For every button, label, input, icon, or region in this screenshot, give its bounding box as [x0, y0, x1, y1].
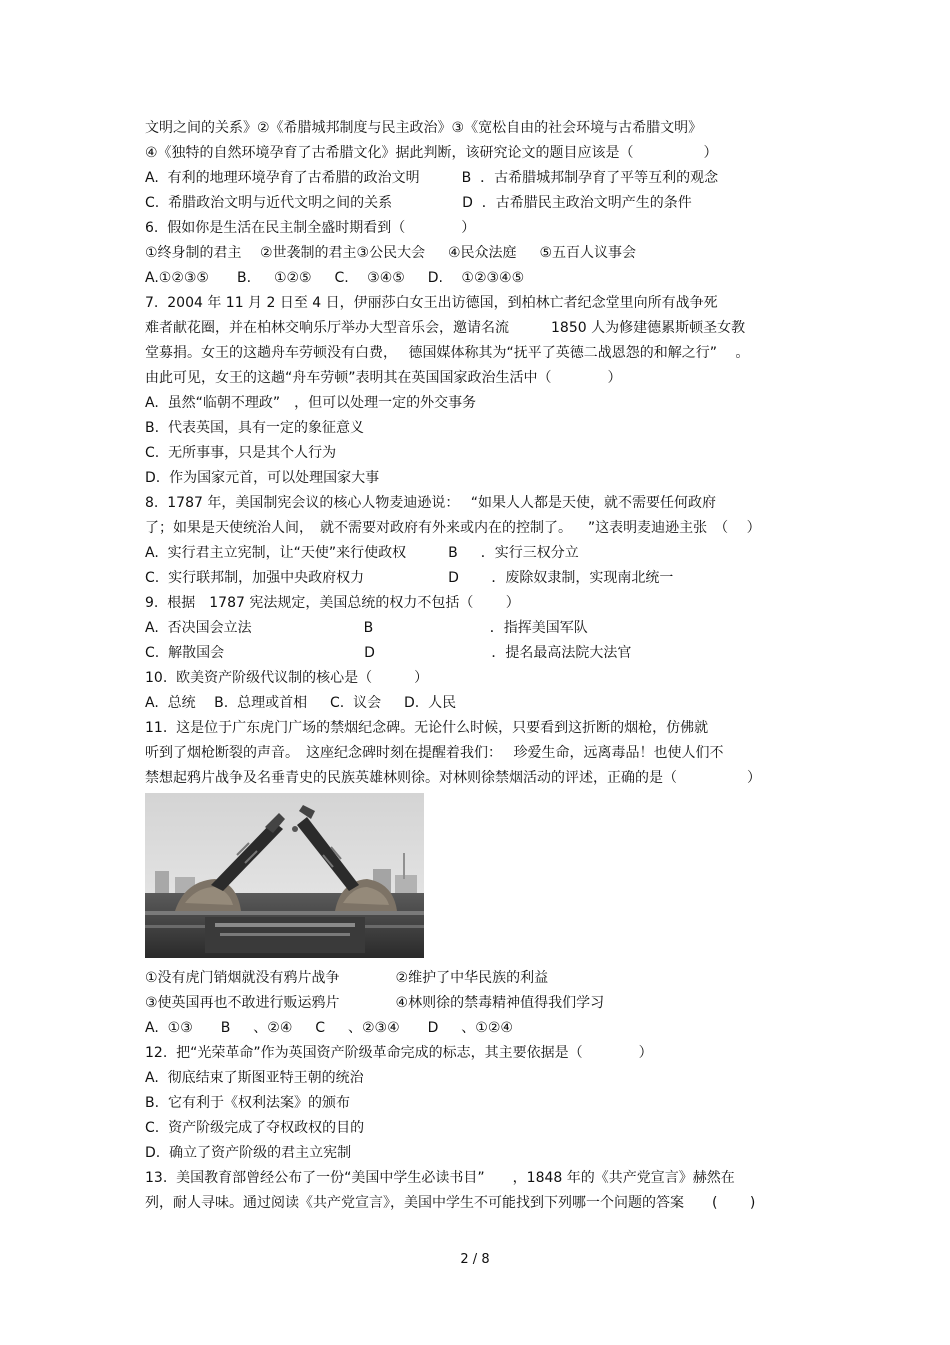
- text-line: 堂募捐。女王的这趟舟车劳顿没有白费， 德国媒体称其为“抚平了英德二战恩怨的和解之行” 。: [145, 345, 750, 361]
- text-line: D. 确立了资产阶级的君主立宪制: [145, 1145, 352, 1161]
- text-line: 13. 美国教育部曾经公布了一份“美国中学生必读书目” ，1848 年的《共产党宣言》赫然在: [145, 1170, 735, 1186]
- text-line: 文明之间的关系》②《希腊城邦制度与民主政治》③《宽松自由的社会环境与古希腊文明》: [145, 120, 703, 136]
- text-line: D. 作为国家元首，可以处理国家大事: [145, 470, 380, 486]
- text-line: 11. 这是位于广东虎门广场的禁烟纪念碑。无论什么时候，只要看到这折断的烟枪，仿佛就: [145, 720, 709, 736]
- text-line: C. 资产阶级完成了夺权政权的目的: [145, 1120, 365, 1136]
- text-line: C. 解散国会 D ．提名最高法院大法官: [145, 645, 632, 661]
- text-line: 6. 假如你是生活在民主制全盛时期看到（ ）: [145, 220, 476, 236]
- text-line: A. 彻底结束了斯图亚特王朝的统治: [145, 1070, 364, 1086]
- text-line: 9. 根据 1787 宪法规定，美国总统的权力不包括（ ）: [145, 595, 520, 611]
- text-line: B. 它有利于《权利法案》的颁布: [145, 1095, 350, 1111]
- text-line: 7. 2004 年 11 月 2 日至 4 日，伊丽莎白女王出访德国，到柏林亡者纪念堂里向所有战争死: [145, 295, 718, 311]
- text-line: 听到了烟枪断裂的声音。 这座纪念碑时刻在提醒着我们： 珍爱生命，远离毒品！也使人们不: [145, 745, 724, 761]
- text-line: C. 实行联邦制，加强中央政府权力 D ．废除奴隶制，实现南北统一: [145, 570, 674, 586]
- text-line: ④《独特的自然环境孕育了古希腊文化》据此判断，该研究论文的题目应该是（ ）: [145, 145, 718, 161]
- text-line: ①没有虎门销烟就没有鸦片战争 ②维护了中华民族的利益: [145, 970, 549, 986]
- text-line: A. 实行君主立宪制，让“天使”来行使政权 B ．实行三权分立: [145, 545, 579, 561]
- text-line: ③使英国再也不敢进行贩运鸦片 ④林则徐的禁毒精神值得我们学习: [145, 995, 605, 1011]
- text-line: 12. 把“光荣革命”作为英国资产阶级革命完成的标志，其主要依据是（ ）: [145, 1045, 653, 1061]
- page-number: 2 / 8: [460, 1252, 490, 1267]
- text-line: A. 虽然“临朝不理政” ，但可以处理一定的外交事务: [145, 395, 477, 411]
- text-line: ①终身制的君主 ②世袭制的君主③公民大会 ④民众法庭 ⑤五百人议事会: [145, 245, 637, 261]
- text-line: A. 否决国会立法 B ．指挥美国军队: [145, 620, 588, 636]
- text-line: 由此可见，女王的这趟“舟车劳顿”表明其在英国国家政治生活中（ ）: [145, 370, 622, 386]
- text-line: 10. 欧美资产阶级代议制的核心是（ ）: [145, 670, 429, 686]
- text-line: 8. 1787 年，美国制宪会议的核心人物麦迪逊说： “如果人人都是天使，就不需要任何政府: [145, 495, 717, 511]
- anti-opium-monument-photo: [145, 793, 424, 958]
- text-line: 列，耐人寻味。通过阅读《共产党宣言》，美国中学生不可能找到下列哪一个问题的答案 ( ): [145, 1195, 756, 1211]
- text-line: C. 无所事事，只是其个人行为: [145, 445, 337, 461]
- text-line: B. 代表英国，具有一定的象征意义: [145, 420, 364, 436]
- text-line: A.①②③⑤ B. ①②⑤ C. ③④⑤ D. ①②③④⑤: [145, 270, 525, 286]
- text-line: 了；如果是天使统治人间， 就不需要对政府有外来或内在的控制了。 ”这表明麦迪逊主张 （ ）: [145, 520, 761, 536]
- text-line: 禁想起鸦片战争及名垂青史的民族英雄林则徐。对林则徐禁烟活动的评述，正确的是（ ）: [145, 770, 761, 786]
- text-line: A. 总统 B. 总理或首相 C. 议会 D. 人民: [145, 695, 457, 711]
- text-line: C. 希腊政治文明与近代文明之间的关系 D ．古希腊民主政治文明产生的条件: [145, 195, 692, 211]
- text-line: A. ①③ B 、②④ C 、②③④ D 、①②④: [145, 1020, 513, 1036]
- text-line: 难者献花圈，并在柏林交响乐厅举办大型音乐会，邀请名流 1850 人为修建德累斯顿圣女教: [145, 320, 746, 336]
- text-line: A. 有利的地理环境孕育了古希腊的政治文明 B ．古希腊城邦制孕育了平等互利的观念: [145, 170, 719, 186]
